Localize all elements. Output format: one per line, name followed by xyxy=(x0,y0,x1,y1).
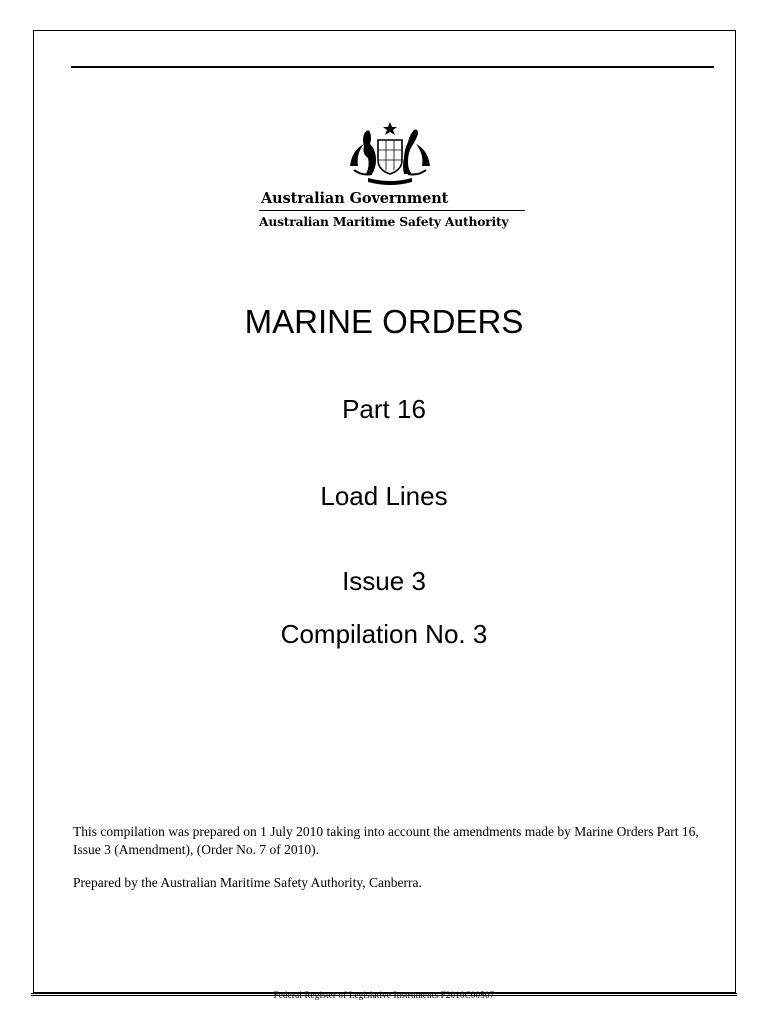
government-block xyxy=(259,190,527,229)
coat-of-arms-icon xyxy=(342,120,438,188)
government-name: Australian Government xyxy=(261,190,449,207)
government-divider xyxy=(259,210,525,211)
top-rule xyxy=(71,66,714,68)
footer-register-id: Federal Register of Legislative Instruments F2010C00507 xyxy=(273,990,495,1000)
prepared-by-note: Prepared by the Australian Maritime Safety Authority, Canberra. xyxy=(73,875,422,890)
document-subject: Load Lines xyxy=(320,481,448,511)
document-title: MARINE ORDERS xyxy=(244,303,524,340)
compilation-note: This compilation was prepared on 1 July 2010 taking into account the amendments made by Marine Orders Part 16, Issue 3 (Amendment), (Order No. 7 of 2010). xyxy=(73,824,699,857)
document-issue: Issue 3 xyxy=(342,566,426,596)
document-compilation: Compilation No. 3 xyxy=(280,619,488,649)
agency-name: Australian Maritime Safety Authority xyxy=(259,214,509,229)
document-part: Part 16 xyxy=(342,394,426,424)
